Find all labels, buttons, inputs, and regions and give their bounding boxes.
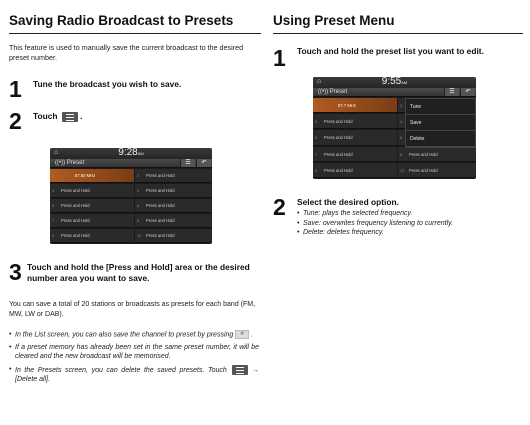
note-item: • In the List screen, you can also save the channel to preset by pressing ★ . [9, 330, 259, 340]
preset-number: 10 [137, 233, 142, 238]
preset-number: 10 [400, 167, 405, 173]
preset-text: Press and Hold [146, 188, 175, 193]
step-text: Select the desired option. [297, 197, 399, 207]
preset-text: Press and Hold [409, 151, 438, 157]
preset-slot[interactable] [135, 199, 212, 213]
device-screen [313, 77, 476, 179]
preset-text: Press and Hold [146, 218, 175, 223]
preset-slot[interactable] [135, 229, 212, 243]
left-column [9, 12, 261, 62]
notes-list [9, 330, 259, 388]
body-text: You can save a total of 20 stations or broadcasts as presets for each band (FM, MW, LW or DAB). [9, 301, 256, 318]
intro-text: This feature is used to manually save the current broadcast to the desired preset number. [9, 43, 244, 62]
preset-number: 4 [137, 188, 140, 193]
preset-text: Press and Hold [146, 203, 175, 208]
preset-number: 4 [400, 119, 403, 125]
note-item: • If a preset memory has already been set in the same preset number, it will be cleared and the new broadcast will be memorised. [9, 343, 259, 362]
preset-text: Press and Hold [61, 218, 90, 223]
menu-item-save[interactable]: Save [406, 115, 475, 131]
preset-text: Press and Hold [324, 151, 353, 157]
step-number: 1 [273, 45, 286, 71]
menu-icon[interactable]: ☰ [444, 88, 459, 96]
option-item: • Delete: deletes frequency. [297, 228, 453, 238]
step-2 [9, 110, 259, 132]
preset-number: 1 [52, 173, 55, 178]
home-icon[interactable]: ⌂ [317, 78, 322, 85]
preset-slot[interactable] [135, 169, 212, 183]
step-3 [9, 261, 259, 284]
preset-number: 1 [315, 103, 318, 108]
option-item: • Tune: plays the selected frequency. [297, 209, 453, 219]
preset-number: 2 [400, 103, 403, 108]
preset-number: 5 [315, 135, 318, 141]
step-text: Tune the broadcast you wish to save. [33, 79, 182, 89]
step-2 [273, 196, 523, 238]
preset-number: 6 [400, 135, 403, 141]
preset-slot[interactable] [50, 199, 134, 213]
preset-number: 6 [137, 203, 140, 208]
preset-number: 9 [52, 233, 55, 238]
step-number: 1 [9, 76, 22, 102]
clock: 9:28AM [118, 148, 144, 158]
preset-text: Press and Hold [324, 119, 353, 125]
clock: 9:55AM [381, 77, 408, 87]
menu-item-delete[interactable]: Delete [406, 131, 475, 147]
step-text: Touch . [33, 111, 83, 121]
note-item: • In the Presets screen, you can delete the saved presets. Touch → [Delete all]. [9, 365, 259, 385]
preset-slot[interactable] [50, 214, 134, 228]
option-item: • Save: overwrites frequency listening to currently. [297, 219, 453, 229]
device-screen [50, 148, 212, 244]
step-text: Touch and hold the preset list you want to edit. [297, 46, 484, 56]
preset-number: 7 [52, 218, 55, 223]
preset-text: 87.50 MHz [75, 173, 96, 178]
preset-slot[interactable] [313, 114, 397, 129]
preset-number: 8 [400, 151, 403, 157]
preset-text: 87.7 MHz [338, 103, 356, 108]
options-list [297, 209, 453, 238]
preset-number: 2 [137, 173, 140, 178]
back-icon[interactable]: ↶ [196, 159, 211, 167]
preset-label: ((•)) Preset [318, 89, 348, 95]
preset-label: ((•)) Preset [55, 160, 85, 166]
star-icon: ★ [235, 330, 249, 339]
preset-number: 3 [315, 119, 318, 125]
preset-slot[interactable] [313, 163, 397, 178]
preset-popup-menu [405, 98, 476, 148]
preset-text: Press and Hold [146, 173, 175, 178]
right-column [273, 12, 523, 34]
preset-grid [50, 169, 212, 244]
preset-text: Press and Hold [324, 167, 353, 173]
preset-text: Press and Hold [61, 203, 90, 208]
preset-text: Press and Hold [146, 233, 175, 238]
step-number: 2 [9, 108, 22, 134]
menu-icon [62, 112, 78, 122]
preset-slot[interactable] [313, 98, 397, 113]
step-text: Touch and hold the [Press and Hold] area or the desired number area you want to save. [27, 262, 250, 283]
section-title: Using Preset Menu [273, 12, 523, 34]
section-title: Saving Radio Broadcast to Presets [9, 12, 261, 34]
preset-slot[interactable] [50, 169, 134, 183]
step-1 [9, 78, 259, 100]
preset-number: 7 [315, 151, 318, 157]
step-1 [273, 45, 523, 69]
step-number: 3 [9, 259, 22, 285]
preset-text: Press and Hold [61, 188, 90, 193]
menu-icon [232, 365, 248, 375]
back-icon[interactable]: ↶ [460, 88, 475, 96]
preset-text: Press and Hold [409, 167, 438, 173]
preset-slot[interactable] [50, 229, 134, 243]
preset-slot[interactable] [135, 214, 212, 228]
home-icon[interactable]: ⌂ [54, 149, 59, 156]
preset-slot[interactable] [50, 184, 134, 198]
preset-slot[interactable] [313, 130, 397, 145]
preset-slot[interactable] [313, 147, 397, 162]
preset-number: 9 [315, 167, 318, 173]
preset-number: 8 [137, 218, 140, 223]
menu-item-tune[interactable]: Tune [406, 99, 475, 115]
preset-number: 3 [52, 188, 55, 193]
menu-icon[interactable]: ☰ [180, 159, 195, 167]
preset-text: Press and Hold [324, 135, 353, 141]
preset-slot[interactable] [398, 147, 476, 162]
preset-number: 5 [52, 203, 55, 208]
preset-slot[interactable] [398, 163, 476, 178]
step-number: 2 [273, 194, 286, 220]
preset-text: Press and Hold [61, 233, 90, 238]
preset-slot[interactable] [135, 184, 212, 198]
